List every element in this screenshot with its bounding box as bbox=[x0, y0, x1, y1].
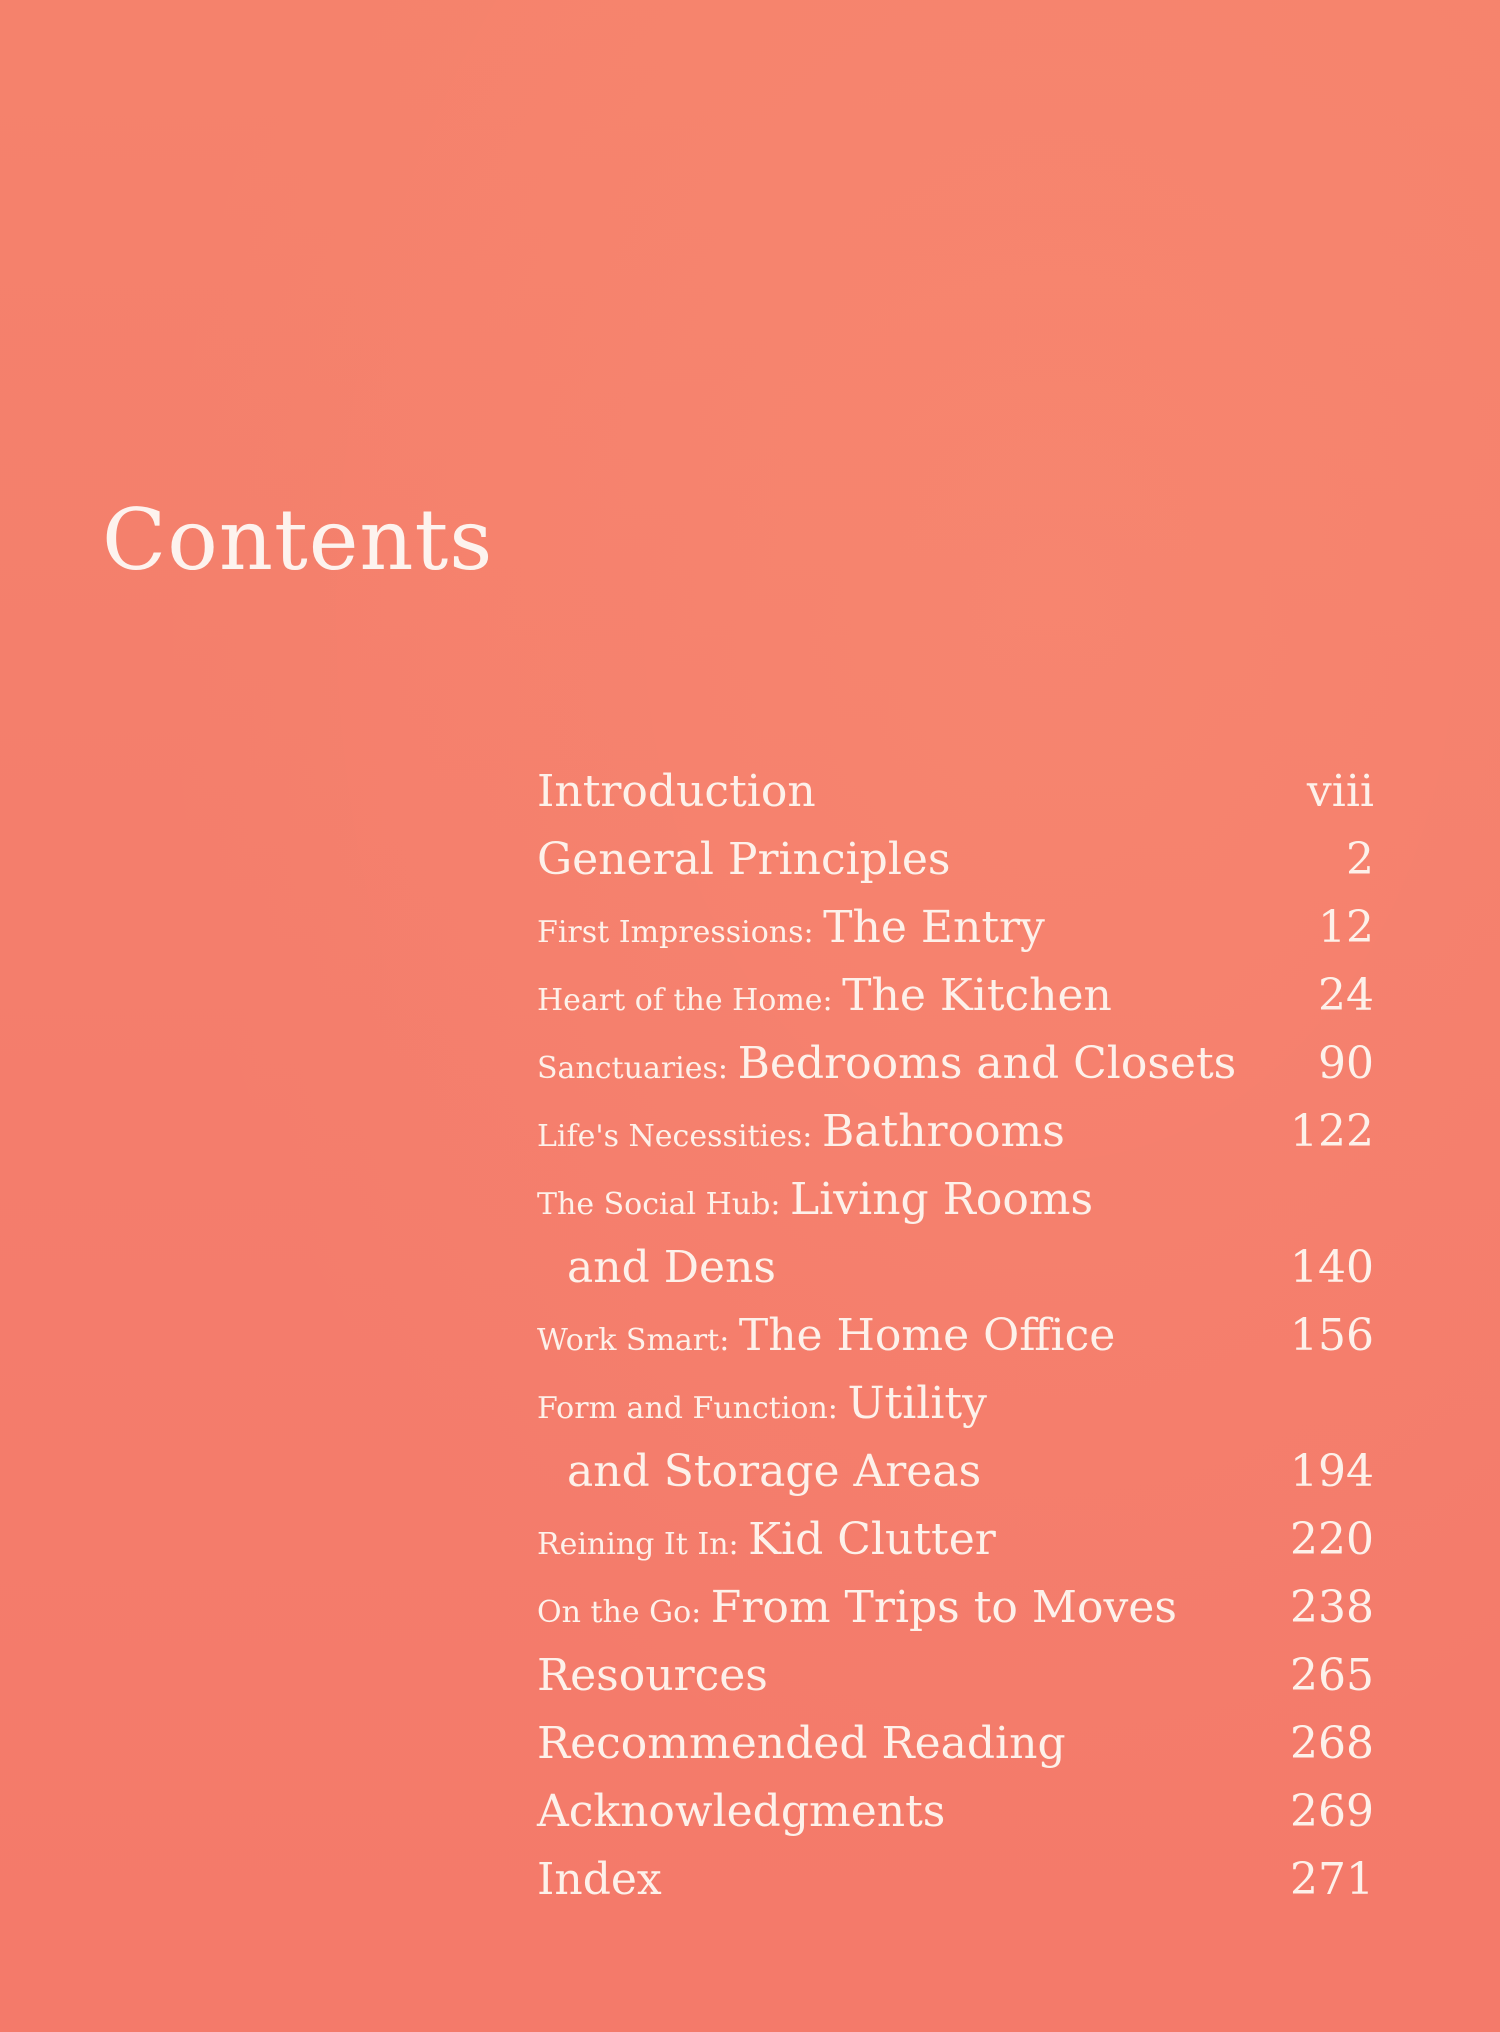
toc-page-number: 12 bbox=[1318, 902, 1374, 953]
toc-page-number: 156 bbox=[1290, 1310, 1374, 1361]
toc-page-number: 2 bbox=[1346, 834, 1374, 885]
toc-entry-entry[interactable] bbox=[537, 894, 1374, 962]
toc-entry-label: Index bbox=[537, 1854, 662, 1905]
toc-entry-general-principles[interactable] bbox=[537, 826, 1374, 894]
toc-page-number: viii bbox=[1306, 766, 1374, 817]
toc-entry-label: Acknowledgments bbox=[537, 1786, 946, 1837]
toc-entry-bathrooms[interactable] bbox=[537, 1098, 1374, 1166]
toc-entry-label: General Principles bbox=[537, 834, 951, 885]
toc-entry-living-rooms-cont[interactable] bbox=[537, 1234, 1374, 1302]
toc-entry-home-office[interactable] bbox=[537, 1302, 1374, 1370]
toc-page-number: 271 bbox=[1290, 1854, 1374, 1905]
toc-entry-introduction[interactable] bbox=[537, 758, 1374, 826]
toc-page-number: 24 bbox=[1318, 970, 1374, 1021]
toc-page-number: 122 bbox=[1290, 1106, 1374, 1157]
toc-entry-resources[interactable] bbox=[537, 1642, 1374, 1710]
toc-entry-index[interactable] bbox=[537, 1846, 1374, 1914]
toc-entry-kid-clutter[interactable] bbox=[537, 1506, 1374, 1574]
toc-entry-label: Heart of the Home: The Kitchen bbox=[537, 970, 1112, 1021]
toc-page-number: 194 bbox=[1290, 1446, 1374, 1497]
toc-entry-label: Work Smart: The Home Office bbox=[537, 1310, 1116, 1361]
toc-entry-recommended-reading[interactable] bbox=[537, 1710, 1374, 1778]
toc-entry-label: Sanctuaries: Bedrooms and Closets bbox=[537, 1038, 1237, 1089]
toc-entry-label: and Dens bbox=[567, 1242, 776, 1293]
toc-page-number: 265 bbox=[1290, 1650, 1374, 1701]
toc-entry-label: Introduction bbox=[537, 766, 816, 817]
table-of-contents bbox=[537, 758, 1374, 1914]
toc-entry-label: Resources bbox=[537, 1650, 768, 1701]
toc-entry-living-rooms[interactable] bbox=[537, 1166, 1374, 1234]
toc-page-number: 90 bbox=[1318, 1038, 1374, 1089]
toc-entry-label: Life's Necessities: Bathrooms bbox=[537, 1106, 1065, 1157]
toc-entry-label: The Social Hub: Living Rooms bbox=[537, 1174, 1094, 1225]
page-title: Contents bbox=[102, 491, 494, 589]
toc-entry-utility[interactable] bbox=[537, 1370, 1374, 1438]
toc-entry-bedrooms[interactable] bbox=[537, 1030, 1374, 1098]
toc-page-number: 269 bbox=[1290, 1786, 1374, 1837]
toc-page-number: 238 bbox=[1290, 1582, 1374, 1633]
toc-entry-trips-moves[interactable] bbox=[537, 1574, 1374, 1642]
toc-entry-utility-cont[interactable] bbox=[537, 1438, 1374, 1506]
toc-entry-label: On the Go: From Trips to Moves bbox=[537, 1582, 1177, 1633]
toc-entry-kitchen[interactable] bbox=[537, 962, 1374, 1030]
toc-entry-label: and Storage Areas bbox=[567, 1446, 982, 1497]
toc-page-number: 220 bbox=[1290, 1514, 1374, 1565]
toc-page-number: 268 bbox=[1290, 1718, 1374, 1769]
toc-entry-label: Recommended Reading bbox=[537, 1718, 1066, 1769]
toc-entry-label: Reining It In: Kid Clutter bbox=[537, 1514, 996, 1565]
toc-entry-acknowledgments[interactable] bbox=[537, 1778, 1374, 1846]
toc-page-number: 140 bbox=[1290, 1242, 1374, 1293]
toc-entry-label: First Impressions: The Entry bbox=[537, 902, 1045, 953]
toc-entry-label: Form and Function: Utility bbox=[537, 1378, 987, 1429]
